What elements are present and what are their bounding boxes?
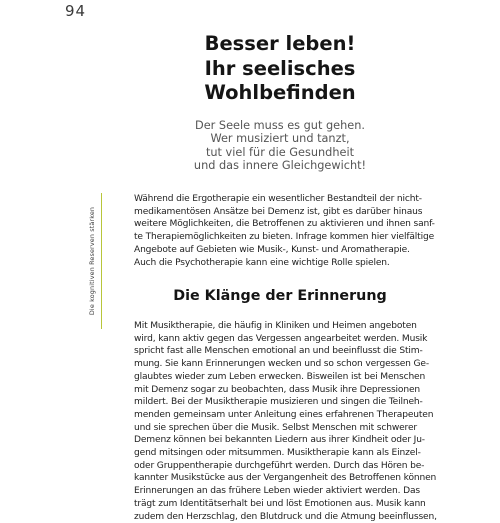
teaser-line: und das innere Gleichgewicht! [193,159,367,173]
intro-paragraph [134,193,446,269]
body-line: glaubtes wieder zum Leben erwecken. Bisweilen ist bei Menschen [134,371,426,382]
body-paragraph [134,320,446,523]
body-line: mung. Sie kann Erinnerungen wecken und so schon vergessen Ge- [134,359,429,370]
body-line: trägt zum Identitätserhalt bei und löst Emotionen aus. Musik kann [134,498,426,509]
intro-line: Angebote auf Gebieten wie Musik-, Kunst- und Aromatherapie. [134,244,410,255]
title-line: Besser leben! [204,32,356,55]
body-line: mit Demenz sogar zu beobachten, dass Musik ihre Depressionen [134,384,421,395]
teaser-text [130,119,430,173]
body-line: menden gemeinsam unter Anleitung eines erfahrenen Therapeuten [134,409,434,420]
page-title [130,32,430,106]
chapter-side-rule [101,193,102,329]
intro-line: Während die Ergotherapie ein wesentlicher Bestandteil der nicht- [134,194,422,204]
body-line: wird, kann aktiv gegen das Vergessen angearbeitet werden. Musik [134,333,428,344]
teaser-line: Wer musiziert und tanzt, [210,132,350,146]
body-line: spricht fast alle Menschen emotional an und beeinflusst die Stim- [134,346,423,357]
teaser-line: Der Seele muss es gut gehen. [195,119,365,132]
body-line: oder Gruppentherapie durchgeführt werden. Durch das Hören be- [134,460,425,471]
section-heading: Die Klänge der Erinnerung [173,288,387,304]
chapter-side-tab [86,193,99,329]
chapter-side-tab-label: Die kognitiven Reserven stärken [88,206,96,316]
body-line: und sie sprechen über die Musik. Selbst Menschen mit schwerer [134,422,417,433]
body-line: Mit Musiktherapie, die häufig in Kliniken und Heimen angeboten [134,321,417,331]
teaser-line: tut viel für die Gesundheit [205,145,355,159]
body-line: Demenz können bei bekannten Liedern aus ihrer Kindheit oder Ju- [134,435,425,446]
page-number: 94 [65,2,87,20]
title-line: Wohlbefinden [204,81,356,104]
title-line: Ihr seelisches [204,56,356,80]
intro-line: te Therapiemöglichkeiten zu bieten. Infrage kommen hier vielfältige [134,232,435,243]
body-line: kannter Musikstücke aus der Vergangenheit des Betroffenen können [134,473,437,484]
intro-line: weitere Möglichkeiten, die Betroffenen zu aktivieren und ihnen sanf- [134,219,435,230]
body-line: gend mitsingen oder mitsummen. Musiktherapie kann als Einzel- [134,448,421,459]
body-line: Erinnerungen an das frühere Leben wieder aktiviert werden. Das [134,486,420,497]
body-line: zudem den Herzschlag, den Blutdruck und die Atmung beeinflussen, [134,511,437,522]
body-line: mildert. Bei der Musiktherapie musizieren und singen die Teilneh- [134,397,423,408]
intro-line: Auch die Psychotherapie kann eine wichtige Rolle spielen. [134,257,390,268]
intro-line: medikamentösen Ansätze bei Demenz ist, gibt es darüber hinaus [134,206,423,217]
